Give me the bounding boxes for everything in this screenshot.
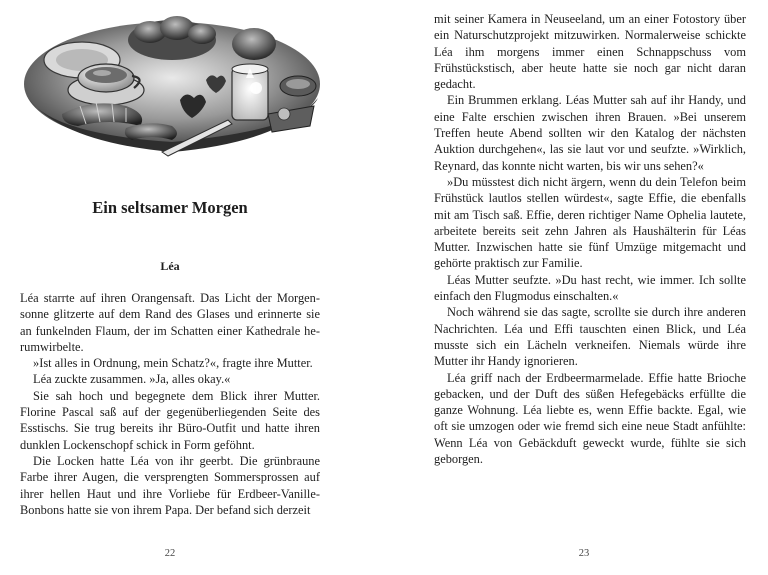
- section-heading: Léa: [160, 259, 180, 273]
- paragraph: Léa griff nach der Erdbeermarmelade. Effie hatte Brioche gebacken, und der Duft des süßen Hefegebäcks erfüllte die ganze Wohnung. Léa liebte es, wenn Effie backte. Egal, wie oft sie umzogen oder wie fremd sich eine neue Stadt anfühlte: Wenn Léa von Gebäckduft geweckt wurde, fühlte sie sich geborgen.: [434, 370, 746, 467]
- right-page-text: [434, 11, 746, 467]
- breakfast-illustration: [22, 2, 322, 170]
- paragraph: Noch während sie das sagte, scrollte sie durch ihre anderen Nachrichten. Léa und Effi tauschten einen Blick, und Léa musste sich ein Lächeln verkneifen. Niemals würde ihre Mutter ihr Handy ignorieren.: [434, 305, 746, 369]
- paragraph: Die Locken hatte Léa von ihr geerbt. Die grünbraune Farbe ihrer Augen, die versprengten Sommersprossen auf ihrer hellen Haut und ihre Vorliebe für Erdbeer-Vanille-Bonbons hatte sie von ihrem Papa. Der befand sich derzeit: [20, 453, 320, 517]
- paragraph: Léa starrte auf ihren Orangensaft. Das Licht der Morgensonne glitzerte auf dem Rand des Glases und erinnerte sie an funkelnden Flaum, der im Schatten einer Kathedrale herumwirbelte.: [20, 291, 320, 354]
- paragraph: Léas Mutter seufzte. »Du hast recht, wie immer. Ich sollte einfach den Flugmodus einschalten.«: [434, 272, 746, 304]
- paragraph: Sie sah hoch und begegnete dem Blick ihrer Mutter. Florine Pascal saß auf der gegenüberliegenden Seite des Esstischs. Sie trug bereits ihr Büro-Outfit und hatte ihren dunklen Lockenschopf schick in Form geföhnt.: [20, 388, 320, 452]
- chapter-title: Ein seltsamer Morgen: [92, 198, 248, 217]
- paragraph: »Ist alles in Ordnung, mein Schatz?«, fragte ihre Mutter.: [33, 356, 313, 371]
- left-page-text: [20, 290, 320, 518]
- paragraph: »Du müsstest dich nicht ärgern, wenn du dein Telefon beim Frühstück lautlos stellen würdest«, sagte Effie, die ebenfalls mit am Tisch saß. Effie, deren richtiger Name Ophelia lautete, arbeitete bereits seit zehn Jahren als Haushälterin für Léas Mutter. Inzwischen hatte sie fünf Umzüge mitgemacht und gehörte praktisch zur Familie.: [434, 174, 746, 271]
- paragraph: Léa zuckte zusammen. »Ja, alles okay.«: [33, 372, 231, 387]
- paragraph: Ein Brummen erklang. Léas Mutter sah auf ihr Handy, und eine Falte erschien zwischen ihren Brauen. »Bei unserem Treffen heute Abend sollten wir den Katalog der nächsten Auktion durchgehen«, las sie laut vor und seufzte. »Wirklich, Reynard, das konnte nicht warten, bis wir uns sehen?«: [434, 93, 746, 173]
- page-number: 22: [164, 548, 176, 559]
- paragraph: mit seiner Kamera in Neuseeland, um an einer Fotostory über ein Naturschutzprojekt mitzuwirken. Normalerweise schickte Léa ihm morgens immer einen Schnappschuss vom Frühstückstisch, aber heute hatte sie noch gar nicht daran gedacht.: [434, 12, 746, 92]
- round-bread: [232, 28, 276, 60]
- page-number: 23: [578, 548, 590, 559]
